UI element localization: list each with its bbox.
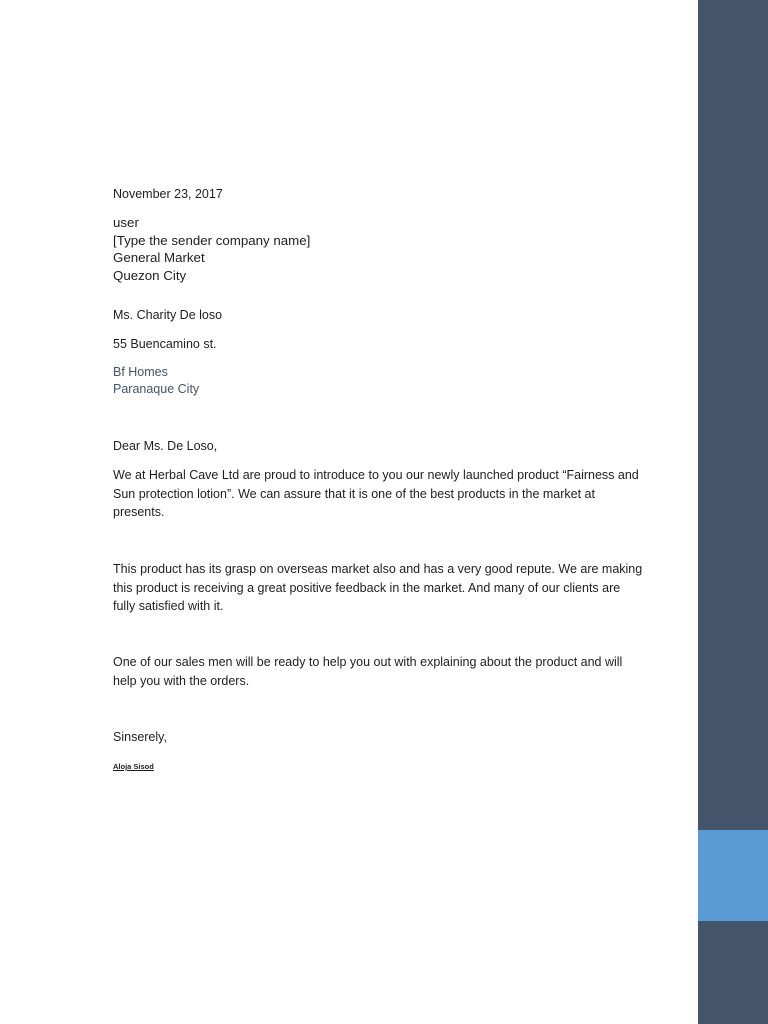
date-text: November 23, 2017 <box>113 187 223 201</box>
sender-company: [Type the sender company name] <box>113 232 311 248</box>
body-paragraph-1 <box>113 466 643 522</box>
body-paragraph-2 <box>113 560 643 616</box>
paragraph-line: fully satisfied with it. <box>113 599 224 614</box>
sender-name: user <box>113 215 139 230</box>
salutation <box>113 438 643 455</box>
recipient-street: 55 Buencamino st. <box>113 337 217 351</box>
recipient-name: Ms. Charity De loso <box>113 308 223 322</box>
paragraph-line: This product has its grasp on overseas market also and has a very good repute. We are making <box>113 562 643 576</box>
sender-city: Quezon City <box>113 267 187 283</box>
closing <box>113 729 643 746</box>
closing-text: Sinserely, <box>113 730 167 744</box>
recipient-city: Paranaque City <box>113 382 200 396</box>
paragraph-line: help you with the orders. <box>113 673 250 688</box>
letter-date <box>113 186 643 203</box>
signature <box>113 762 643 772</box>
paragraph-line: One of our sales men will be ready to help you out with explaining about the product and will <box>113 655 623 669</box>
recipient-city-block <box>113 364 643 398</box>
sender-street: General Market <box>113 250 205 265</box>
body-paragraph-3 <box>113 653 643 690</box>
salutation-text: Dear Ms. De Loso, <box>113 439 218 453</box>
paragraph-line: Sun protection lotion”. We can assure that it is one of the best products in the market at <box>113 486 595 501</box>
paragraph-line: this product is receiving a great positive feedback in the market. And many of our clients are <box>113 580 621 595</box>
recipient-street-block <box>113 336 643 353</box>
paragraph-line: presents. <box>113 505 165 520</box>
decorative-side-accent <box>698 830 768 921</box>
signature-text: Aloja Sisod <box>113 762 154 771</box>
recipient-area: Bf Homes <box>113 365 168 379</box>
sender-address-block <box>113 214 643 284</box>
recipient-name-block <box>113 307 643 324</box>
paragraph-line: We at Herbal Cave Ltd are proud to introduce to you our newly launched product “Fairness and <box>113 468 639 482</box>
